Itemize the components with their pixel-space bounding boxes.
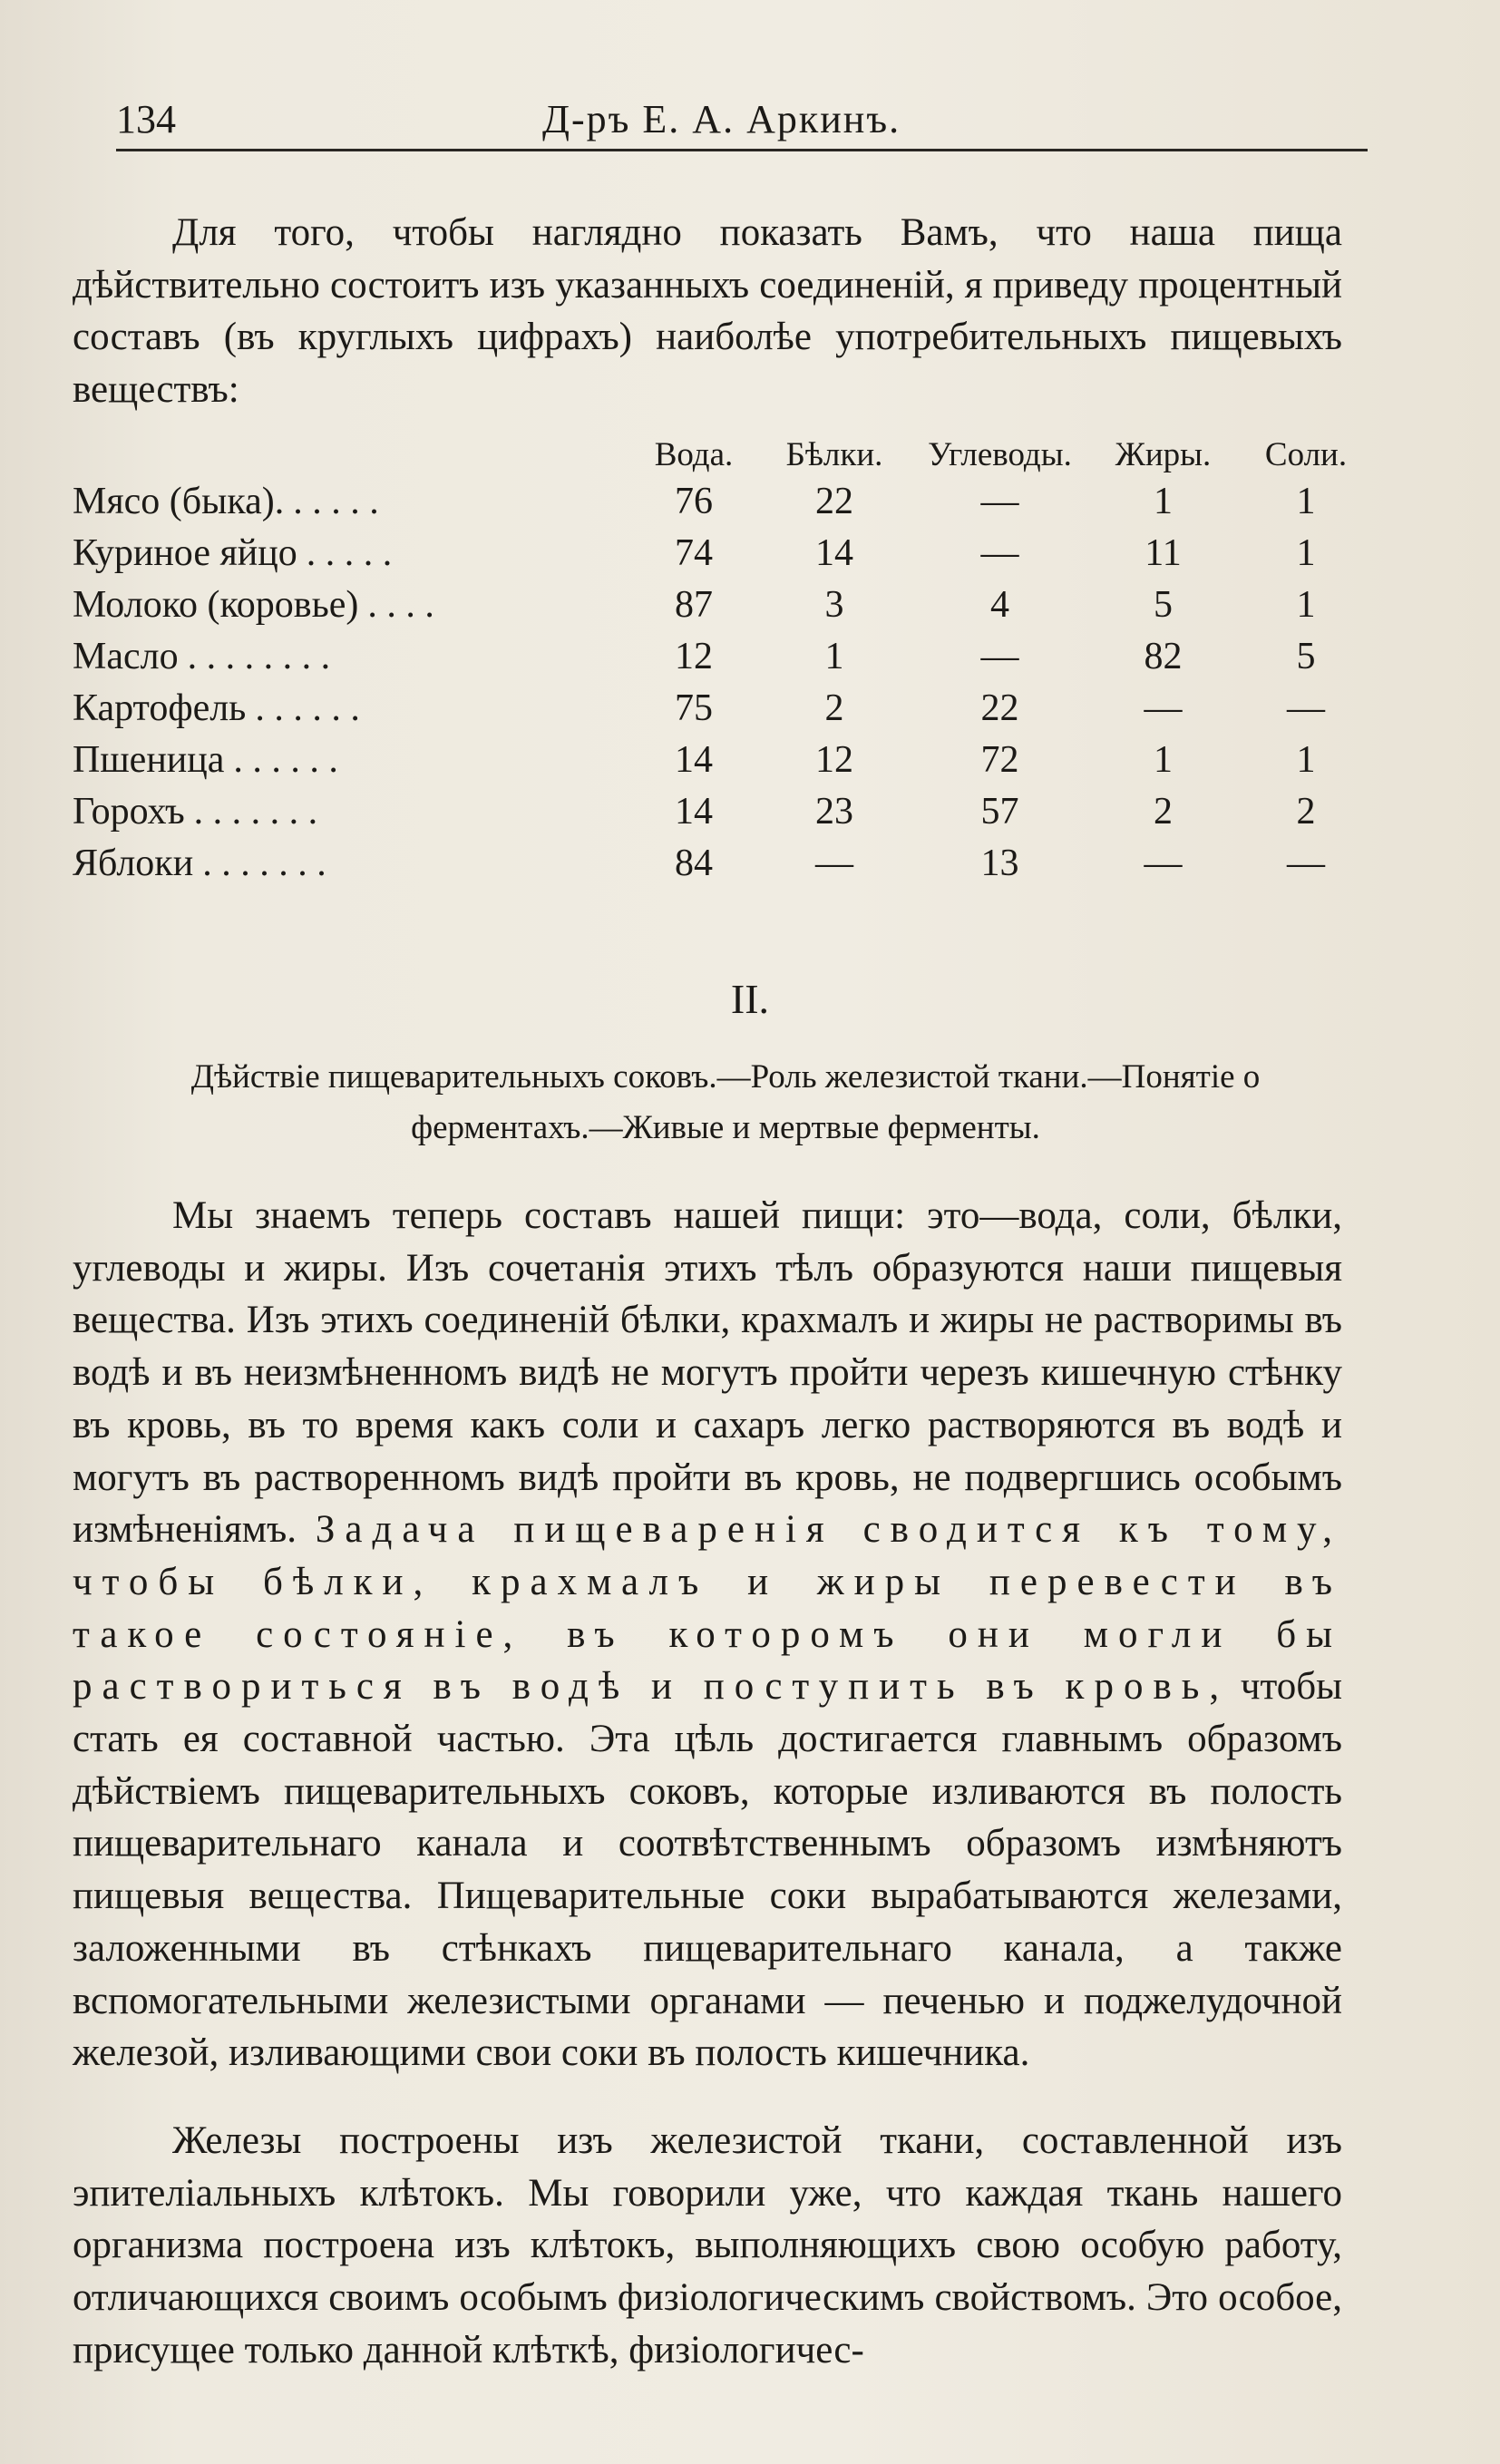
cell-ugl: — <box>980 532 1019 574</box>
cell-belki: — <box>815 842 853 884</box>
cell-voda: 74 <box>675 532 713 574</box>
table-row <box>73 842 1378 893</box>
cell-voda: 84 <box>675 842 713 884</box>
table-row <box>73 583 1378 635</box>
cell-soli: 5 <box>1296 636 1316 677</box>
cell-zhir: 1 <box>1154 481 1173 522</box>
cell-zhir: 2 <box>1154 791 1173 833</box>
row-label <box>73 480 599 523</box>
cell-voda: 87 <box>675 584 713 626</box>
cell-zhir: 1 <box>1154 739 1173 781</box>
emphasized-text: Задача пищеваренія сводится къ тому, чтобы бѣлки, крахмалъ и жиры перевести въ такое состояніе, въ которомъ они могли бы раствориться въ водѣ и поступить въ кровь, <box>73 1508 1342 1709</box>
table-header-row <box>73 428 1378 480</box>
cell-ugl: — <box>980 636 1019 677</box>
leader-dots: . . . . <box>367 584 434 626</box>
page-header <box>116 91 1368 151</box>
body-paragraph-1 <box>73 1190 1342 2079</box>
cell-ugl: 57 <box>980 791 1019 833</box>
cell-voda: 14 <box>675 791 713 833</box>
table-row <box>73 480 1378 531</box>
intro-paragraph: Для того, чтобы наглядно показать Вамъ, что наша пища дѣйствительно состоитъ изъ указанныхъ соединеній, я приведу процентный составъ (въ круглыхъ цифрахъ) наиболѣе употребительныхъ пищевыхъ веществъ: <box>73 211 1342 412</box>
row-label <box>73 738 599 782</box>
food-composition-table <box>73 428 1378 893</box>
leader-dots: . . . . . . . <box>202 842 326 884</box>
cell-soli: 2 <box>1296 791 1316 833</box>
row-label <box>73 531 599 575</box>
cell-soli: 1 <box>1296 532 1316 574</box>
row-label <box>73 842 599 885</box>
food-name: Мясо (быка). <box>73 481 285 522</box>
cell-soli: 1 <box>1296 584 1316 626</box>
cell-ugl: 72 <box>980 739 1019 781</box>
cell-zhir: 82 <box>1144 636 1183 677</box>
cell-zhir: 5 <box>1154 584 1173 626</box>
food-name: Масло <box>73 636 179 677</box>
cell-zhir: 11 <box>1144 532 1182 574</box>
leader-dots: . . . . . . . . <box>187 636 331 677</box>
cell-belki: 12 <box>815 739 853 781</box>
cell-belki: 22 <box>815 481 853 522</box>
row-label <box>73 687 599 730</box>
table-row <box>73 687 1378 738</box>
cell-voda: 76 <box>675 481 713 522</box>
cell-voda: 75 <box>675 687 713 729</box>
cell-ugl: 13 <box>980 842 1019 884</box>
food-name: Картофель <box>73 687 247 729</box>
cell-ugl: 4 <box>990 584 1009 626</box>
row-label <box>73 790 599 833</box>
food-name: Горохъ <box>73 791 185 833</box>
column-header: Жиры. <box>1115 436 1212 473</box>
leader-dots: . . . . . <box>306 532 393 574</box>
table-row <box>73 635 1378 687</box>
paragraph-text: чтобы стать ея составной частью. Эта цѣль достигается главнымъ образомъ дѣйствіемъ пищеварительныхъ соковъ, которые изливаются въ полость пищеварительнаго канала и соотвѣтственнымъ образомъ измѣняютъ пищевыя вещества. Пищеварительные соки вырабатываются железами, заложенными въ стѣнкахъ пищеварительнаго канала, а также вспомогательными железистыми органами — печенью и поджелудочной железой, изливающими свои соки въ полость кишечника. <box>73 1665 1342 2075</box>
cell-belki: 1 <box>824 636 844 677</box>
table-row <box>73 531 1378 583</box>
cell-zhir: — <box>1144 687 1183 729</box>
section-summary: Дѣйствіе пищеварительныхъ соковъ.—Роль железистой ткани.—Понятіе о ферментахъ.—Живые и мертвые ферменты. <box>190 1058 1261 1146</box>
running-head: Д-ръ Е. А. Аркинъ. <box>542 97 901 141</box>
page-number: 134 <box>116 97 176 141</box>
food-name: Яблоки <box>73 842 194 884</box>
cell-zhir: — <box>1144 842 1183 884</box>
cell-ugl: — <box>980 481 1019 522</box>
cell-ugl: 22 <box>980 687 1019 729</box>
food-name: Куриное яйцо <box>73 532 297 574</box>
column-header: Вода. <box>654 436 734 473</box>
cell-voda: 14 <box>675 739 713 781</box>
cell-soli: 1 <box>1296 739 1316 781</box>
cell-soli: — <box>1287 687 1325 729</box>
column-header: Соли. <box>1264 436 1348 473</box>
cell-soli: 1 <box>1296 481 1316 522</box>
food-name: Молоко (коровье) <box>73 584 359 626</box>
cell-voda: 12 <box>675 636 713 677</box>
column-header: Углеводы. <box>928 436 1072 473</box>
table-row <box>73 738 1378 790</box>
section-number: II. <box>730 976 770 1022</box>
cell-belki: 14 <box>815 532 853 574</box>
leader-dots: . . . . . <box>293 481 379 522</box>
body-paragraph-2: Железы построены изъ железистой ткани, составленной изъ эпителіальныхъ клѣтокъ. Мы говорили уже, что каждая ткань нашего организма построена изъ клѣтокъ, выполняющихъ свою особую работу, отличающихся своимъ особымъ физіологическимъ свойствомъ. Это особое, присущее только данной клѣткѣ, физіологичес- <box>73 2119 1342 2371</box>
cell-belki: 3 <box>824 584 844 626</box>
leader-dots: . . . . . . . <box>193 791 318 833</box>
food-name: Пшеница <box>73 739 225 781</box>
leader-dots: . . . . . . <box>233 739 338 781</box>
cell-belki: 2 <box>824 687 844 729</box>
column-header: Бѣлки. <box>785 436 883 473</box>
leader-dots: . . . . . . <box>255 687 360 729</box>
row-label <box>73 635 599 678</box>
table-row <box>73 790 1378 842</box>
row-label <box>73 583 599 627</box>
paragraph-text: Мы знаемъ теперь составъ нашей пищи: это—вода, соли, бѣлки, углеводы и жиры. Изъ сочетанія этихъ тѣлъ образуются наши пищевыя вещества. Изъ этихъ соединеній бѣлки, крахмалъ и жиры не растворимы въ водѣ и въ неизмѣненномъ видѣ не могутъ пройти черезъ кишечную стѣнку въ кровь, въ то время какъ соли и сахаръ легко растворяются въ водѣ и могутъ въ растворенномъ видѣ пройти въ кровь, не подвергшись особымъ измѣненіямъ. <box>73 1194 1342 1552</box>
cell-belki: 23 <box>815 791 853 833</box>
cell-soli: — <box>1287 842 1325 884</box>
